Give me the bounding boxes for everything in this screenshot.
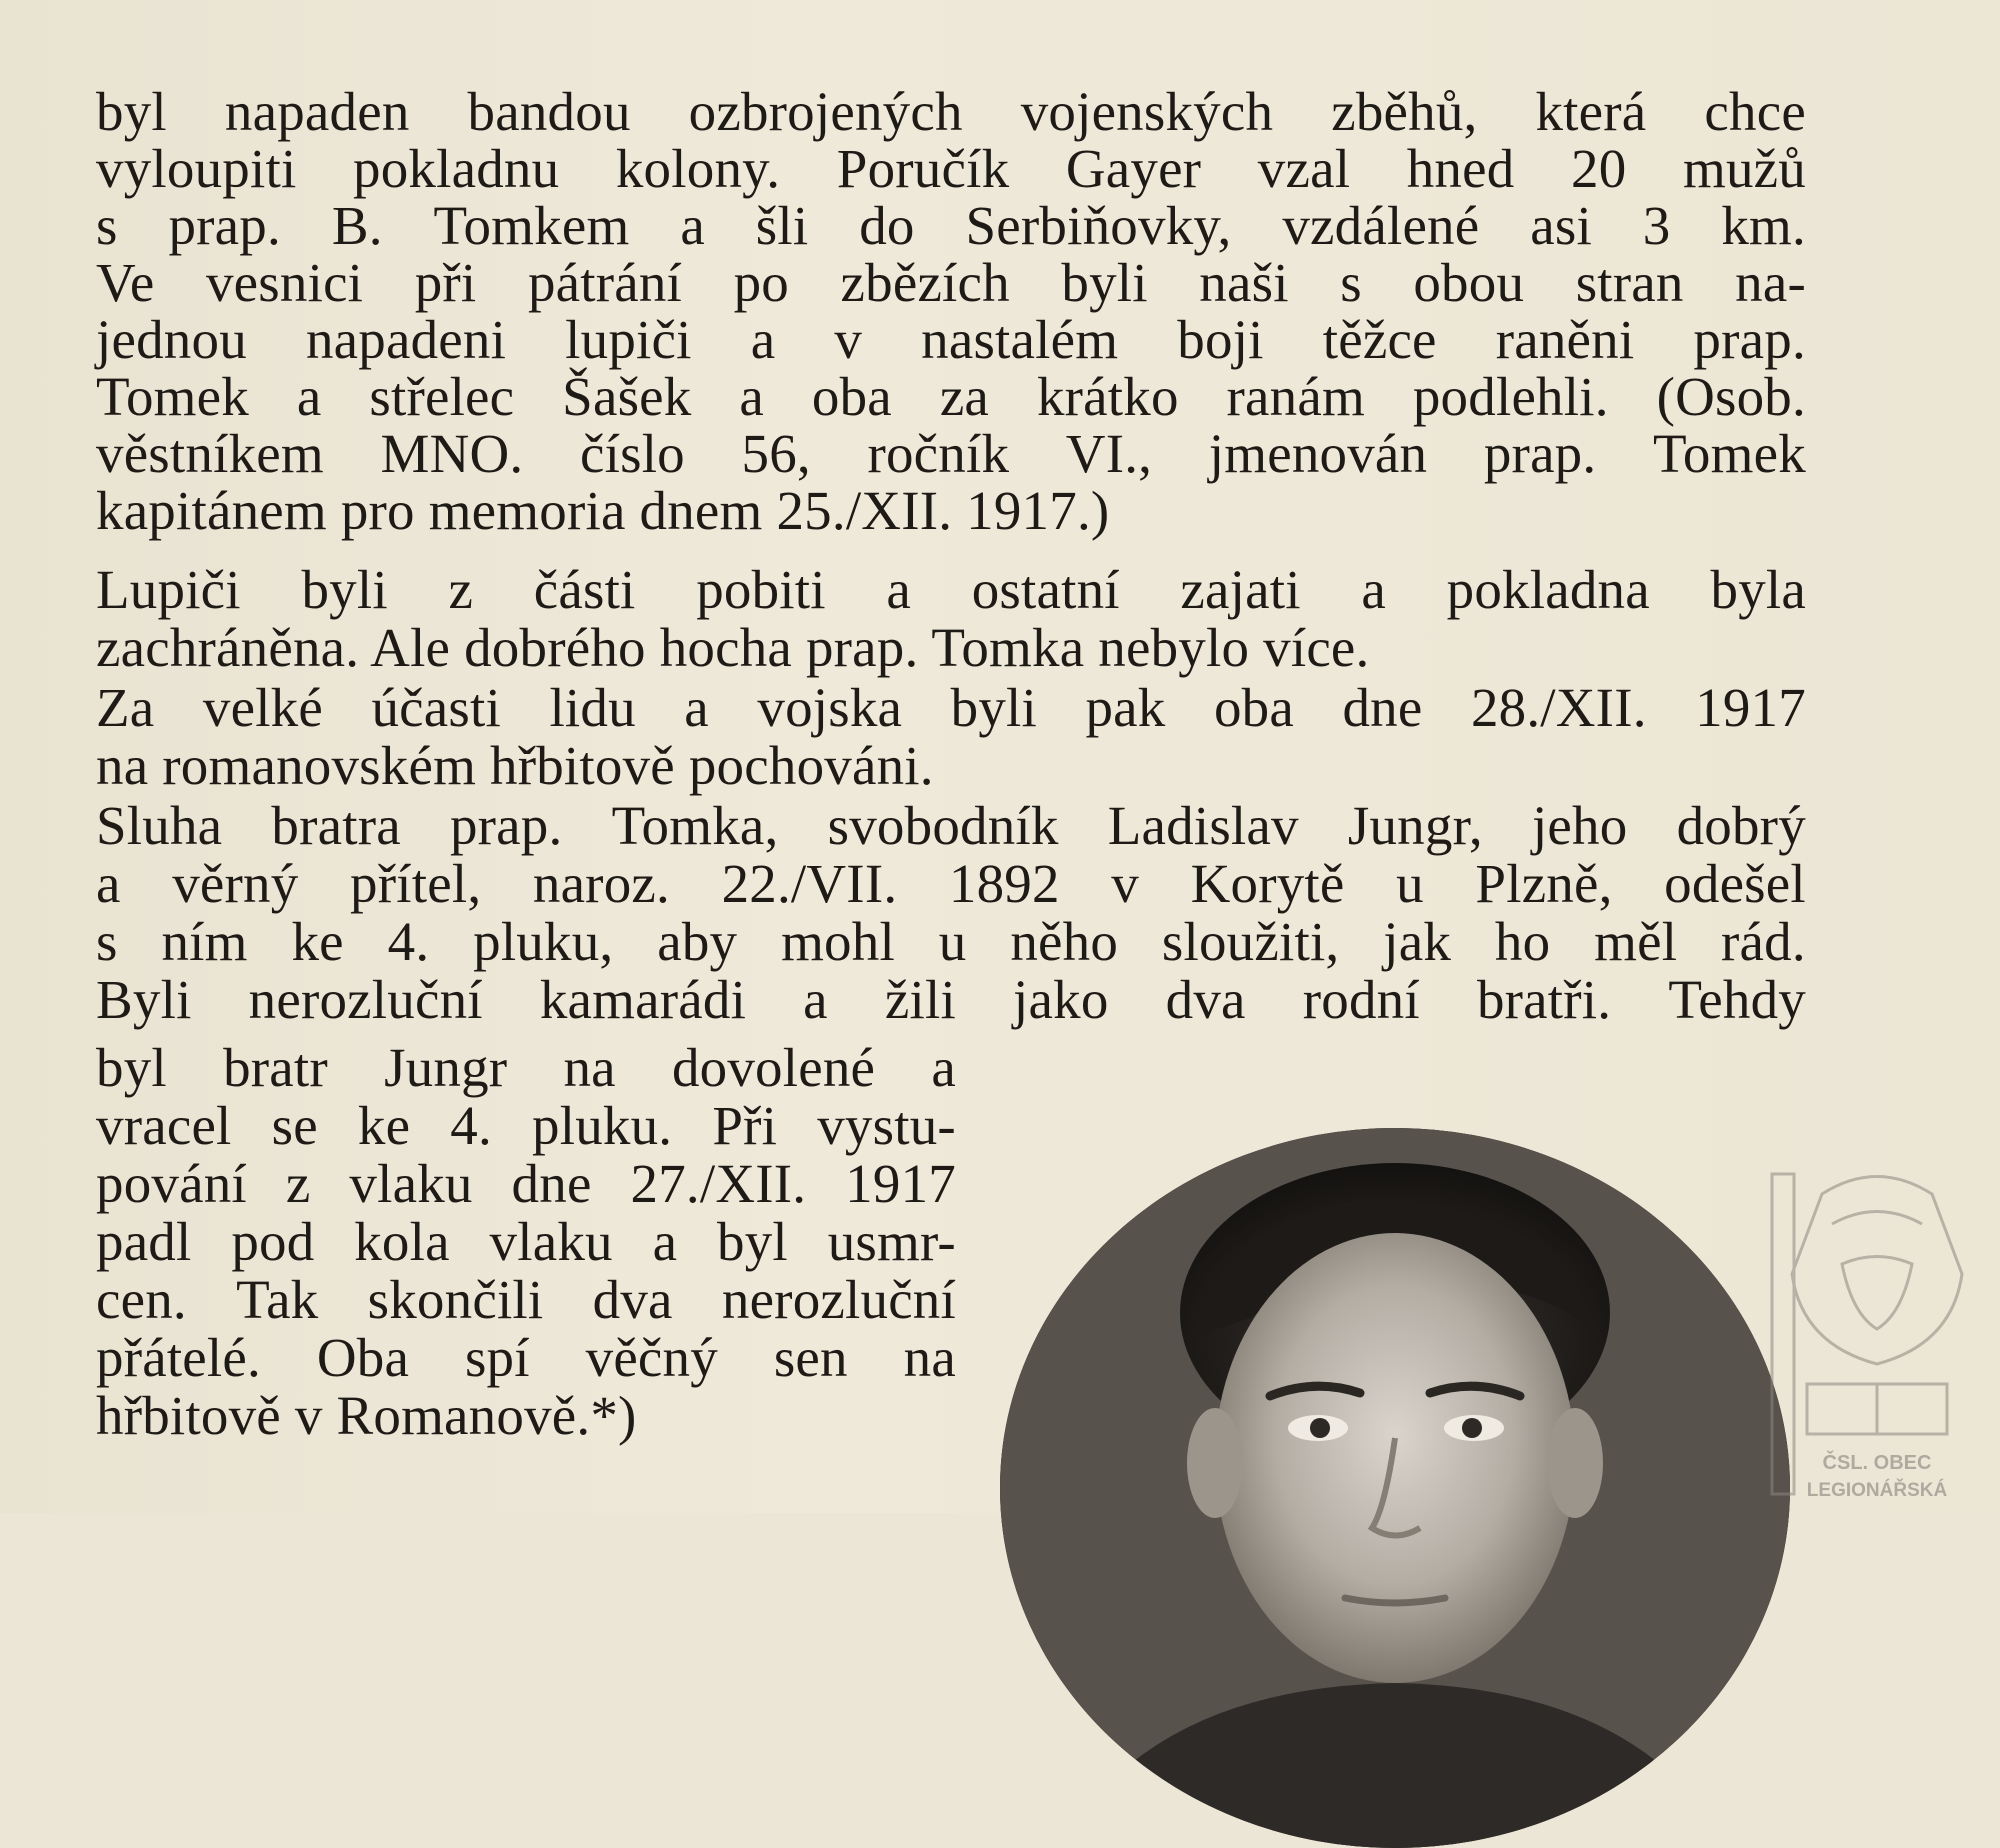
word: pokladna [1446,559,1650,620]
word: bratra [271,795,401,856]
word: jmenován [1208,423,1428,484]
word: Sluha [96,795,223,856]
word: pluku, [473,911,614,972]
word: bandou [467,81,631,142]
word: naši [1199,252,1289,313]
text-line: zachráněna. Ale dobrého hocha prap. Tomka nebylo více. [96,617,1370,678]
word: rodní [1302,969,1420,1030]
word: kolony. [615,138,781,199]
word: nerozluční [721,1269,956,1330]
word: Tomkem [433,195,630,256]
word: byl [717,1211,788,1272]
word: Lupiči [96,559,241,620]
word: měl [1594,911,1678,972]
word: jeho [1531,795,1628,856]
word: ke [357,1095,411,1156]
word: dva [592,1269,673,1330]
word: vzdálené [1282,195,1480,256]
word: vlaku [489,1211,613,1272]
word: kamarádi [539,969,747,1030]
word: zajati [1180,559,1301,620]
word: Gayer [1065,138,1202,199]
text-line [96,309,1806,370]
word: km. [1721,195,1806,256]
word: se [271,1095,318,1156]
word: Tak [236,1269,319,1330]
word: mohl [781,911,895,972]
word: MNO. [380,423,524,484]
word: pokladnu [353,138,560,199]
word: 56, [741,423,811,484]
word: vystu- [817,1095,956,1156]
word: (Osob. [1656,366,1806,427]
word: s [96,911,118,972]
word: obou [1413,252,1525,313]
word: přítel, [350,853,482,914]
word: s [1340,252,1362,313]
word: na [903,1327,956,1388]
word: šli [755,195,809,256]
text-line [96,1211,956,1272]
word: z [285,1153,311,1214]
word: 20 [1571,138,1627,199]
text-line [96,1269,956,1330]
word: 1892 [948,853,1060,914]
word: Při [712,1095,778,1156]
word: a [684,677,709,738]
word: prap. [1483,423,1597,484]
word: a [739,366,765,427]
word: ním [161,911,248,972]
word: oba [811,366,892,427]
word: kola [354,1211,450,1272]
word: podlehli. [1412,366,1609,427]
word: vojenských [1020,81,1274,142]
word: jak [1383,911,1452,972]
word: věstníkem [96,423,324,484]
word: věrný [172,853,299,914]
word: lupiči [565,309,692,370]
word: asi [1530,195,1592,256]
word: 3 [1642,195,1671,256]
word: Poručík [836,138,1010,199]
word: která [1535,81,1647,142]
text-line [96,366,1806,427]
word: 1917 [845,1153,956,1214]
word: napaden [224,81,410,142]
word: a [652,1211,678,1272]
stamp-text-top: ČSL. OBEC [1822,1452,1932,1474]
text-line [96,1153,956,1214]
word: a [803,969,828,1030]
text-line [96,423,1806,484]
word: žili [884,969,956,1030]
text-line [96,1037,956,1098]
word: pod [231,1211,315,1272]
word: Ladislav [1107,795,1299,856]
word: VI., [1065,423,1153,484]
word: Za [96,677,155,738]
word: ranám [1226,366,1365,427]
word: ho [1494,911,1551,972]
word: byla [1710,559,1806,620]
word: pak [1085,677,1166,738]
word: krátko [1036,366,1179,427]
word: pování [96,1153,247,1214]
word: bratr [223,1037,328,1098]
word: lidu [549,677,636,738]
word: z [448,559,474,620]
word: na- [1735,252,1806,313]
word: ročník [867,423,1010,484]
word: Korytě [1190,853,1345,914]
word: přátelé. [96,1327,261,1388]
word: prap. [168,195,281,256]
word: u [1396,853,1424,914]
word: jednou [96,309,247,370]
word: na [563,1037,616,1098]
word: nastalém [921,309,1119,370]
word: při [414,252,477,313]
word: a [1361,559,1386,620]
word: 4. [450,1095,492,1156]
word: 4. [387,911,430,972]
word: byli [1061,252,1148,313]
word: a [296,366,322,427]
word: sloužiti, [1161,911,1340,972]
word: byl [96,1037,167,1098]
word: a [750,309,776,370]
word: za [939,366,990,427]
word: stran [1575,252,1684,313]
word: svobodník [827,795,1059,856]
word: rád. [1721,911,1806,972]
word: vlaku [349,1153,473,1214]
word: Serbiňovky, [965,195,1232,256]
word: dva [1165,969,1246,1030]
word: pátrání [527,252,683,313]
word: vesnici [205,252,364,313]
word: 22./VII. [721,853,898,914]
text-line [96,969,1806,1030]
word: Byli [96,969,192,1030]
word: odešel [1664,853,1806,914]
word: číslo [580,423,685,484]
word: prap. [1693,309,1806,370]
text-line: kapitánem pro memoria dnem 25./XII. 1917.) [96,480,1110,541]
text-line [96,1327,956,1388]
word: jako [1013,969,1109,1030]
text-line: hřbitově v Romanově.*) [96,1385,637,1446]
word: věčný [585,1327,718,1388]
text-line [96,252,1806,313]
word: raněni [1495,309,1635,370]
word: pobiti [696,559,826,620]
word: 1917 [1695,677,1806,738]
word: zběhů, [1331,81,1478,142]
word: B. [331,195,383,256]
word: dne [1342,677,1423,738]
text-line [96,81,1806,142]
word: prap. [449,795,563,856]
word: nerozluční [248,969,483,1030]
word: do [859,195,915,256]
word: byl [96,81,167,142]
word: v [1111,853,1139,914]
word: Plzně, [1475,853,1613,914]
word: naroz. [532,853,670,914]
word: Ve [96,252,155,313]
word: účasti [371,677,501,738]
stamp-text-bottom: LEGIONÁŘSKÁ [1806,1480,1948,1501]
word: Tomek [1652,423,1806,484]
word: 28./XII. [1470,677,1647,738]
portrait-photo [1000,1128,1790,1848]
text-line [96,1095,956,1156]
word: byli [301,559,388,620]
word: byli [950,677,1038,738]
text-line [96,795,1806,856]
word: po [733,252,789,313]
text-line [96,195,1806,256]
word: pluku. [532,1095,673,1156]
word: sen [773,1327,848,1388]
word: těžce [1322,309,1437,370]
text-line [96,853,1806,914]
word: usmr- [827,1211,956,1272]
word: a [886,559,912,620]
word: velké [202,677,323,738]
word: vyloupiti [96,138,297,199]
word: střelec [369,366,515,427]
word: aby [657,911,738,972]
word: u [938,911,967,972]
word: části [533,559,636,620]
word: Jungr [384,1037,508,1098]
word: vojska [757,677,903,738]
word: mužů [1682,138,1806,199]
word: ostatní [971,559,1120,620]
word: Oba [316,1327,410,1388]
text-line: na romanovském hřbitově pochováni. [96,735,934,796]
word: vracel [96,1095,232,1156]
word: s [96,195,118,256]
word: a [931,1037,956,1098]
word: dovolené [671,1037,876,1098]
word: Tomka, [611,795,779,856]
word: ozbrojených [688,81,963,142]
word: a [680,195,705,256]
word: spí [464,1327,530,1388]
word: padl [96,1211,192,1272]
word: dne [511,1153,592,1214]
word: skončili [367,1269,544,1330]
text-line [96,677,1806,738]
word: boji [1177,309,1264,370]
word: Jungr, [1347,795,1483,856]
word: ke [291,911,344,972]
word: oba [1213,677,1294,738]
word: cen. [96,1269,187,1330]
legion-stamp-watermark [1762,1154,1992,1514]
word: hned [1406,138,1515,199]
text-line [96,138,1806,199]
word: bratři. [1476,969,1612,1030]
word: 27./XII. [630,1153,807,1214]
word: Šašek [562,366,692,427]
word: chce [1704,81,1806,142]
word: zbězích [840,252,1010,313]
word: Tomek [96,366,249,427]
text-line [96,911,1806,972]
word: a [96,853,121,914]
text-line [96,559,1806,620]
word: Tehdy [1668,969,1806,1030]
word: něho [1010,911,1119,972]
word: v [834,309,863,370]
word: napadeni [305,309,507,370]
word: dobrý [1676,795,1806,856]
word: vzal [1257,138,1351,199]
